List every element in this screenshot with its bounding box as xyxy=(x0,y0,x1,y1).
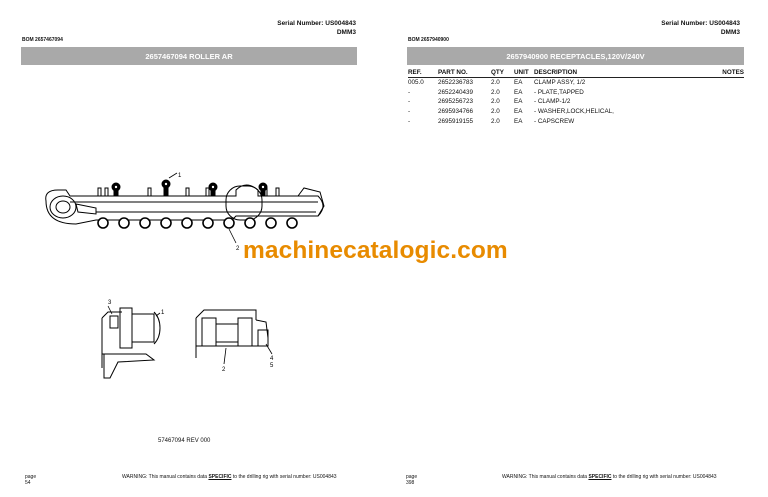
table-row: - 2695919155 2.0 EA - CAPSCREW xyxy=(408,117,575,125)
callout-5: 5 xyxy=(270,363,274,369)
col-unit: UNIT xyxy=(514,69,529,76)
table-header xyxy=(408,68,744,78)
col-qty: QTY xyxy=(491,69,504,76)
table-row: - 2695934766 2.0 EA - WASHER,LOCK,HELICAL, xyxy=(408,108,614,116)
serial-header xyxy=(277,20,356,37)
col-description: DESCRIPTION xyxy=(534,69,578,76)
footer-warning: WARNING: This manual contains data SPECIFIC to the drilling rig with serial number: US004843 xyxy=(122,474,337,480)
section-title: 2657467094 ROLLER AR xyxy=(21,47,357,65)
col-ref: REF. xyxy=(408,69,422,76)
model-name: DMM3 xyxy=(720,28,740,36)
callout-2b: 2 xyxy=(222,367,226,373)
serial-number: Serial Number: US004843 xyxy=(661,20,740,27)
callout-2: 2 xyxy=(236,246,240,252)
section-title: 2657940900 RECEPTACLES,120V/240V xyxy=(407,47,744,65)
callout-3: 3 xyxy=(108,300,112,306)
page-number: page 398 xyxy=(406,474,418,486)
table-row: - 2695256723 2.0 EA - CLAMP-1/2 xyxy=(408,98,571,106)
bom-number: BOM 2657467094 xyxy=(22,37,63,43)
parts-table xyxy=(408,68,744,126)
callout-4: 4 xyxy=(270,356,274,362)
watermark-text: machinecatalogic.com xyxy=(243,237,508,264)
callout-1: 1 xyxy=(178,173,182,179)
callout-1b: 1 xyxy=(161,310,165,316)
col-part-no: PART NO. xyxy=(438,69,468,76)
col-notes: NOTES xyxy=(722,69,744,76)
table-row: - 2652240439 2.0 EA - PLATE,TAPPED xyxy=(408,88,584,96)
bom-number: BOM 2657940900 xyxy=(408,37,449,43)
roller-assembly-diagram xyxy=(36,168,336,408)
page-number: page 54 xyxy=(25,474,37,486)
table-row: 005.0 2652236783 2.0 EA CLAMP ASSY, 1/2 xyxy=(408,79,586,87)
revision-label: 57467094 REV 000 xyxy=(158,438,211,444)
serial-number: Serial Number: US004843 xyxy=(277,20,356,27)
footer-warning: WARNING: This manual contains data SPECIFIC to the drilling rig with serial number: US004843 xyxy=(502,474,717,480)
model-name: DMM3 xyxy=(336,28,356,36)
serial-header xyxy=(661,20,740,37)
